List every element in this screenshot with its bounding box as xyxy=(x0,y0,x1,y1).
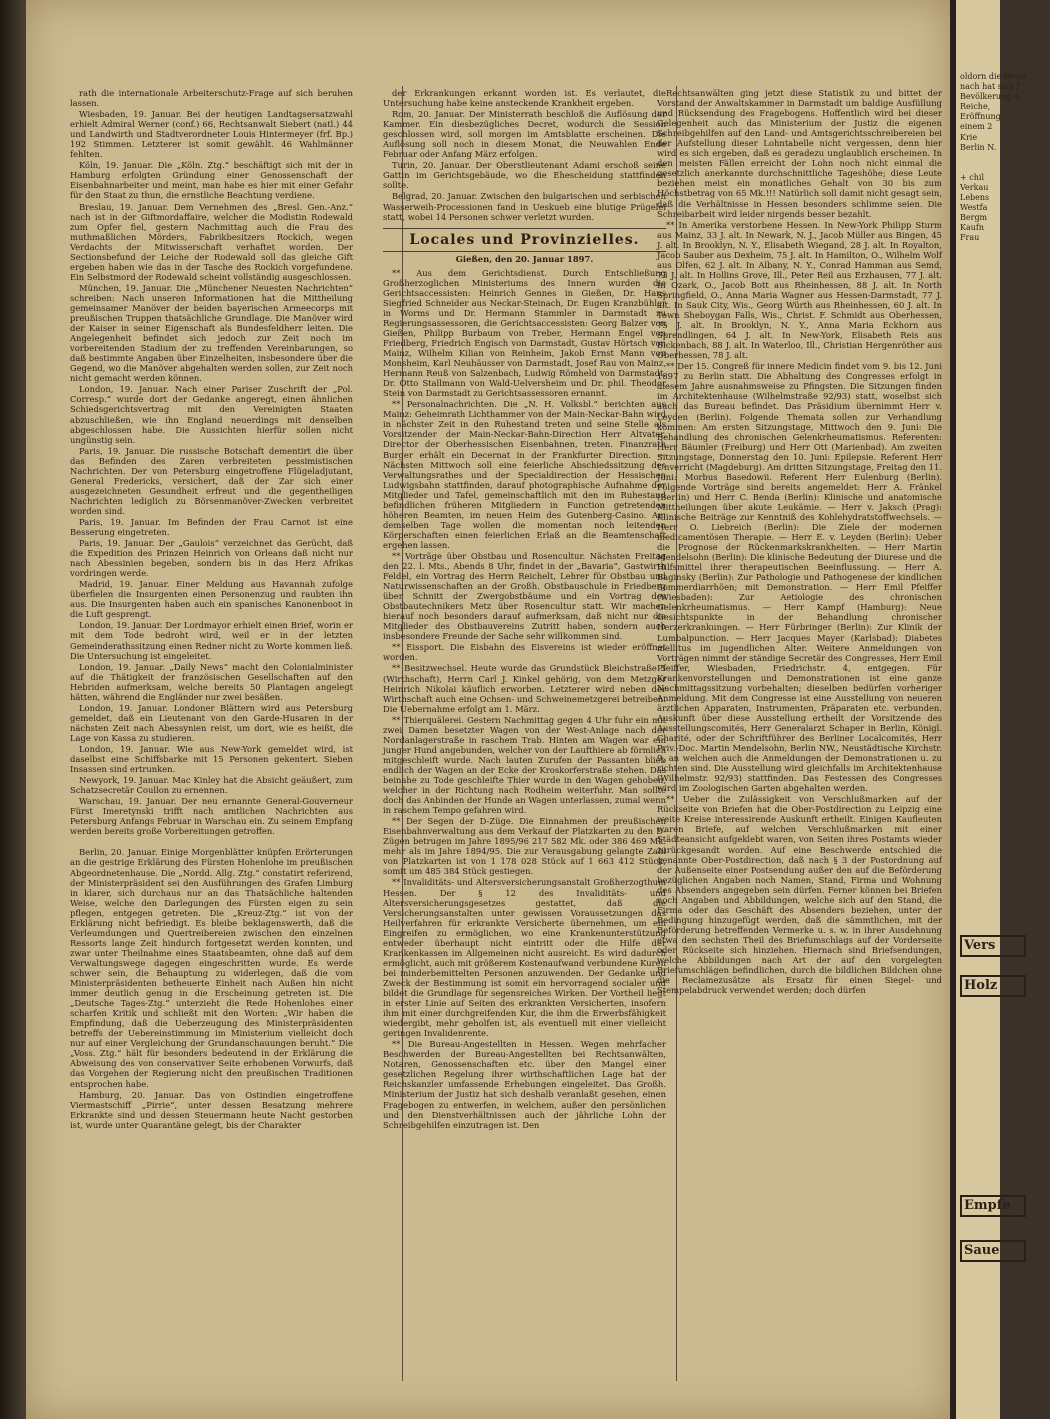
article-paragraph: London, 19. Januar. Der Lordmayor erhielt einen Brief, worin er mit dem Tode bedroht wird, weil er in der letzten Gemeinderathssitzung einen Redner nicht zu Worte kommen ließ. Die Untersuchung ist eingeleitet. xyxy=(70,620,353,661)
adjacent-line: Verkau xyxy=(960,182,989,192)
adjacent-line: Berlin N. xyxy=(960,142,997,152)
article-paragraph: ** Aus dem Gerichtsdienst. Durch Entschließung Großherzoglichen Ministeriums des Innern wurden die Gerichtsaccessisten: Heinrich Gennes in Gießen, Dr. Hans Siegfried Schneider aus Neckar-Steinach, Dr. Eugen Kranzbühler in Worms und Dr. Hermann Stammler in Darmstadt zu Regierungsassessoren, die Gerichtsaccessisten: Georg Balzer von Gießen, Philipp Burbaum von Treber, Hermann Engel von Friedberg, Friedrich Engisch von Darmstadt, Gustav Hörtsch von Mainz, Wilhelm Kilian von Reinheim, Jakob Ernst Mann von Monsheim, Karl Neuhäusser von Darmstadt, Josef Rau von Mainz, Hermann Reuß von Salzenbach, Ludwig Römheld von Darmstadt, Dr. Otto Stallmann von Wald-Uelversheim und Dr. phil. Theodor Stein von Darmstadt zu Gerichtsassessoren ernannt. xyxy=(383,267,666,399)
article-paragraph: Rechtsanwälten ging jetzt diese Statistik zu und bittet der Vorstand der Anwaltskammer in Darmstadt um baldige Ausfüllung und Rücksendung des Fragebogens. Hoffentlich wird bei dieser Gelegenheit auch das Ministerium der Justiz die eigenen Schreibgehilfen auf den Land- und Amtsgerichtsschreibereien bei der Aufstellung dieser Lohntabelle nicht vergessen, denn hier wird es sich ergeben, daß es geradezu unglaublich erscheinen. In den meisten Fällen erreicht der Lohn noch nicht einmal die gesetzlich anerkannte durchschnittliche Tageshöhe; diese Leute beziehen meist ein monatliches Gehalt von 30 bis zum Höchstbetrag von 65 Mk.!!! Natürlich soll damit nicht gesagt sein, daß die Verhältnisse in Hessen besonders schlimme seien. Die Schreibarbeit wird leider nirgends besser bezahlt. xyxy=(657,88,942,219)
column-1 xyxy=(70,88,353,1378)
adjacent-line: Reiche, xyxy=(960,102,991,112)
article-paragraph: ** Thierquälerei. Gestern Nachmittag gegen 4 Uhr fuhr ein mit zwei Damen besetzter Wagen von der West-Anlage nach der Nordanlagerstraße in raschem Trab. Hinten am Wagen war ein junger Hund angebunden, welcher von der Laufthiere ab förmlich mitgeschleift wurde. Nach lauten Zurufen der Passanten blieb endlich der Wagen an der Ecke der Kroskorferstraße stehen. Das beinahe zu Tode geschleifte Thier wurde in den Wagen gehoben, welcher in der Richtung nach Rodheim weiterfuhr. Man sollte doch das Anbinden der Hunde an Wagen unterlassen, zumal wenn in raschem Tempo gefahren wird. xyxy=(383,714,666,816)
article-paragraph: Turin, 20. Januar. Der Oberstlieutenant Adami erschoß seine Gattin im Gerichtsgebäude, wo die Ehescheidung stattfinden sollte. xyxy=(383,160,666,191)
advert-box: Empfe xyxy=(960,1195,1026,1217)
article-paragraph: Rom, 20. Januar. Der Ministerrath beschloß die Auflösung der Kammer. Ein diesbezügliches Decret, wodurch die Session geschlossen wird, soll morgen im Amtsblatte erscheinen. Die Auflösung soll noch in diesem Monat, die Neuwahlen Ende Februar oder Anfang März erfolgen. xyxy=(383,109,666,160)
article-paragraph: Hamburg, 20. Januar. Das von Ostindien eingetroffene Viermastschiff „Pirrie“, unter dessen Besatzung mehrere Erkrankte sind und dessen Steuermann heute Nacht gestorben ist, wurde unter Quarantäne gelegt, bis der Charakter xyxy=(70,1089,353,1130)
article-paragraph: ** In Amerika verstorbene Hessen. In New-York Philipp Sturm aus Mainz, 33 J. alt. In Newark, N. J., Jacob Müller aus Bingen, 45 J. alt. In Brooklyn, N. Y., Elisabeth Wiegand, 28 J. alt. In Royalton, Jacob Sauber aus Dexheim, 75 J. alt. In Hamilton, O., Wilhelm Wolf aus Olfen, 62 J. alt. In Albany, N. Y., Conrad Hamman aus Semd, 73 J. alt. In Hollins Grove, Ill., Peter Reil aus Erzhausen, 77 J. alt. In Ozark, O., Jacob Bott aus Rheinhessen, 88 J. alt. In North Springfield, O., Anna Maria Wagner aus Hessen-Darmstadt, 77 J. alt. In Sauk City, Wis., Georg Würth aus Rheinhessen, 60 J. alt. In Town Sheboygan Falls, Wis., Christ. F. Schmidt aus Oberhessen, 75 J. alt. In Brooklyn, N. Y., Anna Maria Eckhorn aus Sprendlingen, 64 J. alt. In New-York, Elisabeth Reis aus Bickenbach, 88 J. alt. In Waterloo, Ill., Christian Hergenröther aus Oberhessen, 78 J. alt. xyxy=(657,219,942,361)
article-paragraph: Breslau, 19. Januar. Dem Vernehmen des „Bresl. Gen.-Anz.“ nach ist in der Giftmordaffaire, welcher die Modistin Rodewald zum Opfer fiel, gestern Nachmittag auch die Frau des muthmaßlichen Mörders, Fabrikbesitzers Rockich, wegen Verdachts der Mitwisserschaft verhaftet worden. Der Sectionsbefund der Leiche der Rodewald soll das gleiche Gift ergeben haben wie das in der Tasche des Rockich vorgefundene. Ein Selbstmord der Rodewald scheint vollständig ausgeschlossen. xyxy=(70,201,353,282)
article-paragraph: Köln, 19. Januar. Die „Köln. Ztg.“ beschäftigt sich mit der in Hamburg erfolgten Gründung einer Genossenschaft der Eisenbahnarbeiter und meint, man habe es hier mit einer Gefahr für den Staat zu thun, die ernstliche Beachtung verdiene. xyxy=(70,160,353,201)
article-paragraph: Paris, 19. Januar. Die russische Botschaft dementirt die über das Befinden des Zaren verbreiteten pessimistischen Nachrichten. Der von Petersburg eingetroffene Flügeladjutant, General Fredericks, versichert, daß der Zar sich einer ausgezeichneten Gesundheit erfreut und die gegentheiligen Nachrichten lediglich zu Börsenmanöver-Zwecken verbreitet worden sind. xyxy=(70,445,353,516)
article-paragraph: der Erkrankungen erkannt worden ist. Es verlautet, die Untersuchung habe keine ansteckende Krankheit ergeben. xyxy=(383,88,666,109)
article-paragraph: ** Vorträge über Obstbau und Rosencultur. Nächsten Freitag den 22. l. Mts., Abends 8 Uhr, findet in der „Bavaria“, Gastwirth Feldel, ein Vortrag des Herrn Reichelt, Lehrer für Obstbau und Naturwissenschaften an der Großh. Obstbauschule in Friedberg über Schnitt der Zwergobstbäume und ein Vortrag des Obstbautechnikers Metz über Rosencultur statt. Wir machen hierauf noch besonders darauf aufmerksam, daß nicht nur die Mitglieder des Obstbauvereins Zutritt haben, sondern auch insbesondere Freunde der Sache sehr willkommen sind. xyxy=(383,550,666,642)
article-paragraph: ** Die Bureau-Angestellten in Hessen. Wegen mehrfacher Beschwerden der Bureau-Angestellten bei Rechtsanwälten, Notaren, Genossenschaften etc. über den Mangel einer gesetzlichen Regelung ihrer wirthschaftlichen Lage hat der Reichskanzler umfassende Erhebungen eingeleitet. Das Großh. Ministerium der Justiz hat sich deshalb veranlaßt gesehen, einen Fragebogen zu entwerfen, in welchem, außer den persönlichen und den Dienstverhältnissen auch der jährliche Lohn der Schreibgehilfen einzutragen ist. Den xyxy=(383,1039,666,1130)
advert-box: Saue xyxy=(960,1240,1026,1262)
article-paragraph: ** Ueber die Zulässigkeit von Verschlußmarken auf der Rückseite von Briefen hat die Ober-Postdirection zu Leipzig eine weite Kreise interessirende Auskunft ertheilt. Einigen Kaufleuten waren Briefe, auf welchen Verschlußmarken mit einer Städteansicht aufgeklebt waren, von Seiten ihres Postamts wieder zurückgesandt worden. Auf eine Beschwerde entschied die genannte Ober-Postdirection, daß nach § 3 der Postordnung auf der Außenseite einer Postsendung außer den auf die Beförderung bezüglichen Angaben noch Namen, Stand, Firma und Wohnung des Absenders angegeben sein dürfen. Ferner können bei Briefen noch Angaben und Abbildungen, welche sich auf den Stand, die Firma oder das Geschäft des Absenders beziehen, unter der Bedingung hinzugefügt werden, daß die sämmtlichen, mit der Beförderung betreffenden Vermerke u. s. w. in ihrer Ausdehnung etwa den sechsten Theil des Briefumschlags auf der Vorderseite oder Rückseite sich hinziehen. Hiernach sind Briefsendungen, welche Abbildungen nach Art der auf den vorgelegten Briefumschlägen befindlichen, durch die bildlichen Bildchen ohne die Reclamezusätze als Ersatz für einen Siegel- und Stempelabdruck verwendet werden; doch dürfen xyxy=(657,794,942,996)
article-paragraph: Wiesbaden, 19. Januar. Bei der heutigen Landtagsersatzwahl erhielt Admiral Werner (conf.) 66, Rechtsanwalt Siebert (natl.) 44 und Landwirth und Stadtverordneter Louis Hintermeyer (frf. Bp.) 192 Stimmen. Letzterer ist somit gewählt. 46 Wahlmänner fehlten. xyxy=(70,109,353,160)
article-paragraph: ** Eissport. Die Eisbahn des Eisvereins ist wieder eröffnet worden. xyxy=(383,642,666,663)
book-binding xyxy=(0,0,26,1419)
adjacent-line: Bevölkerung A xyxy=(960,92,1020,102)
article-paragraph: Berlin, 20. Januar. Einige Morgenblätter knüpfen Erörterungen an die gestrige Erklärung des Fürsten Hohenlohe im preußischen Abgeordnetenhause. Die „Nordd. Allg. Ztg.“ constatirt referirend, der Ministerpräsident sei den Ausführungen des Grafen Limburg in klarer, sich durchaus nur an das Thatsächliche haltenden Weise, welche den Darlegungen des Fürsten eigen zu sein pflegen, entgegen getreten. Die „Kreuz-Ztg.“ ist von der Erklärung nicht befriedigt. Es bleibe beklagenswerth, daß die Verleumdungen und Quertreibereien zwischen den einzelnen Ressorts lange Zeit hindurch fortgesetzt werden konnten, und zwar unter Theilnahme eines Staatsbeamten, ohne daß auf dem Verwaltungswege dagegen eingeschritten wurde. Es werde schwer sein, die Behauptung zu widerlegen, daß die vom Ministerpräsidenten betheuerte Einheit nach Außen hin nicht immer deutlich genug in die Erscheinung getreten ist. Die „Deutsche Tages-Ztg.“ unterzieht die Rede Hohenlohes einer scharfen Kritik und schließt mit den Worten: „Wir haben die Empfindung, daß die Ueberzeugung des Ministerpräsidenten betreffs der Uebereinstimmung im Ministerium vielleicht doch nur auf einer Vergleichung der Grundanschauungen beruht.“ Die „Voss. Ztg.“ hält für besonders bedeutend in der Erklärung die Abweisung des von conservativer Seite erhobenen Vorwurfs, daß das Vorgehen der Regierung nicht den preußischen Traditionen entsprochen habe. xyxy=(70,847,353,1089)
column-3 xyxy=(657,88,942,1378)
article-paragraph: Newyork, 19. Januar. Mac Kinley hat die Absicht geäußert, zum Schatzsecretär Coullon zu ernennen. xyxy=(70,775,353,796)
article-paragraph: Paris, 19. Januar. Der „Gaulois“ verzeichnet das Gerücht, daß die Expedition des Prinzen Heinrich von Orleans daß nicht nur nach Abessinien begeben, sondern bis in das Herz Afrikas vordringen werde. xyxy=(70,538,353,579)
article-paragraph: ** Besitzwechsel. Heute wurde das Grundstück Bleichstraße 5 (Wirthschaft), Herrn Carl J. Kinkel gehörig, von dem Metzger Heinrich Nikolai käuflich erworben. Letzterer wird neben der Wirthschaft auch eine Ochsen- und Schweinemetzgerei betreiben. Die Uebernahme erfolgt am 1. März. xyxy=(383,663,666,714)
adjacent-page-text xyxy=(960,72,1050,243)
article-paragraph: München, 19. Januar. Die „Münchener Neuesten Nachrichten“ schreiben: Nach unseren Informationen hat die Mittheilung gemeinsamer Manöver der beiden bayerischen Armeecorps mit preußischen Truppen thatsächliche Grundlage. Die Manöver wird der Kaiser in seiner Eigenschaft als Bundesfeldherr leiten. Die Angelegenheit befindet sich jedoch zur Zeit noch im vorbereitenden Stadium der zu treffenden Vereinbarungen, so daß bestimmte Angaben über Einzelheiten, insbesondere über die Gegend, wo die Manöver abgehalten werden sollen, zur Zeit noch nicht gemacht werden können. xyxy=(70,282,353,384)
newspaper-page xyxy=(26,0,950,1419)
column-2 xyxy=(383,88,666,1378)
article-paragraph: London, 19. Januar. „Daily News“ macht den Colonialminister auf die Thätigkeit der französischen Gesellschaften auf den Hebriden aufmerksam, welche bereits 50 Plantagen angelegt hätten, während die Engländer nur zwei besäßen. xyxy=(70,661,353,702)
section-heading: Locales und Provinzielles. xyxy=(383,228,666,252)
article-paragraph: Paris, 19. Januar. Im Befinden der Frau Carnot ist eine Besserung eingetreten. xyxy=(70,516,353,538)
adjacent-line: Bergm xyxy=(960,213,988,223)
article-paragraph: ** Der 15. Congreß für innere Medicin findet vom 9. bis 12. Juni 1897 zu Berlin statt. Die Abhaltung des Congresses erfolgt in diesem Jahre ausnahmsweise zu Pfingsten. Die Sitzungen finden im Architektenhause (Wilhelmstraße 92/93) statt, woselbst sich auch das Bureau befindet. Das Präsidium übernimmt Herr v. Leyden (Berlin). Folgende Themata sollen zur Verhandlung kommen: Am ersten Sitzungstage, Mittwoch den 9. Juni: Die Behandlung des chronischen Gelenkrheumatismus. Referenten: Herr Bäumler (Freiburg) und Herr Ott (Marienbad). Am zweiten Sitzungstage, Donnerstag den 10. Juni: Epilepsie. Referent Herr Unverricht (Magdeburg). Am dritten Sitzungstage, Freitag den 11. Juni: Morbus Basedowii. Referent Herr Eulenburg (Berlin). Folgende Vorträge sind bereits angemeldet: Herr A. Fränkel (Berlin) und Herr C. Benda (Berlin): Klinische und anatomische Mittheilungen über akute Leukämie. — Herr v. Jaksch (Prag): Klinische Beiträge zur Kenntniß des Kohlehydratstoffwechsels. — Herr O. Liebreich (Berlin): Die Ziele der modernen medicamentösen Therapie. — Herr E. v. Leyden (Berlin): Ueber die Prognose der Rückenmarkskrankheiten. — Herr Martin Mendelsohn (Berlin): Die klinische Bedeutung der Diurese und die Hilfsmittel ihrer therapeutischen Beeinflussung. — Herr A. Baginsky (Berlin): Zur Pathologie und Pathogenese der kindlichen Sommerdiarrhöen; mit Demonstration. — Herr Emil Pfeiffer (Wiesbaden): Zur Aetiologie des chronischen Gelenkrheumatismus. — Herr Kampf (Hamburg): Neue Gesichtspunkte in der Behandlung chronischer Herzerkrankungen. — Herr Fürbringer (Berlin): Zur Klinik der Lumbalpunction. — Herr Jacques Mayer (Karlsbad): Diabetes mellitus im jugendlichen Alter. Weitere Anmeldungen von Vorträgen nimmt der ständige Secretär des Congresses, Herr Emil Pfeiffer, Wiesbaden, Friedrichstr. 4, entgegen. Für Krankenvorstellungen und Demonstrationen ist eine ganze Nachmittagssitzung vorbehalten; dieselben bedürfen vorheriger Anmeldung. Mit dem Congresse ist eine Ausstellung von neueren ärztlichen Apparaten, Instrumenten, Präparaten etc. verbunden. Auskunft über diese Ausstellung ertheilt der Vorsitzende des Ausstellungscomités, Herr Generalarzt Schaper in Berlin, Königl. Charité, oder der Schriftführer des Berliner Localcomités, Herr Priv.-Doc. Martin Mendelsohn, Berlin NW., Neustädtische Kirchstr. 9, an welchen auch die Anmeldungen der Demonstrationen u. zu richten sind. Die Ausstellung wird gleichfalls im Architektenhause (Wilhelmstr. 92/93) stattfinden. Das Festessen des Congresses wird im Zoologischen Garten abgehalten werden. xyxy=(657,361,942,794)
page-edge xyxy=(950,0,956,1419)
adjacent-line: Krie xyxy=(960,132,978,142)
adjacent-line: Lebens xyxy=(960,192,990,202)
article-paragraph: London, 19. Januar. Nach einer Pariser Zuschrift der „Pol. Corresp.“ wurde dort der Gedanke angeregt, einen ähnlichen Schiedsgerichtsvertrag mit den Vereinigten Staaten abzuschließen, wie ihn England neuerdings mit denselben abgeschlossen habe. Die Aussichten hierfür sollen nicht ungünstig sein. xyxy=(70,384,353,445)
adjacent-line: Westfa xyxy=(960,203,988,213)
dateline: Gießen, den 20. Januar 1897. xyxy=(455,253,594,264)
article-paragraph: ** Der Segen der D-Züge. Die Einnahmen der preußischen Eisenbahnverwaltung aus dem Verkauf der Platzkarten zu den D-Zügen betrugen im Jahre 1895/96 217 582 Mk. oder 386 469 Mk. mehr als im Jahre 1894/95. Die zur Verausgabung gelangte Zahl von Platzkarten ist von 1 178 028 Stück auf 1 663 412 Stück, somit um 485 384 Stück gestiegen. xyxy=(383,816,666,877)
section-gap xyxy=(70,837,353,847)
advert-box: Vers xyxy=(960,935,1026,957)
article-paragraph: ** Personalnachrichten. Die „N. H. Volksbl.“ berichten aus Mainz: Geheimrath Lichthammer von der Main-Neckar-Bahn wird in nächster Zeit in den Ruhestand treten und seine Stelle als Vorsitzender der Main-Neckar-Bahn-Direction Herr Altvater, Director der Oberhessischen Eisenbahnen, treten. Finanzrath Burger erhält ein Decernat in der Frankfurter Direction. — Nächsten Mittwoch soll eine feierliche Abschiedssitzung des Verwaltungsrathes und der Specialdirection der Hessischen Ludwigsbahn stattfinden, darauf photographische Aufnahme der Mitglieder und Tafel, gemeinschaftlich mit den im Ruhestand befindlichen früheren Mitgliedern in Function getretenden höheren Beamten, im neuen Heim des Gutenberg-Casino. Am demselben Tage wollen die momentan noch leitenden Körperschaften einen feierlichen Erlaß an die Beamtenschaft ergehen lassen. xyxy=(383,399,666,550)
adjacent-line: oldorn die Bewo xyxy=(960,72,1027,81)
adjacent-line: nach hat sich f xyxy=(960,82,1020,92)
article-paragraph: Warschau, 19. Januar. Der neu ernannte General-Gouverneur Fürst Imeretynski trifft nach amtlichen Nachrichten aus Petersburg Anfangs Februar in Warschau ein. Zu seinem Empfang werden bereits große Vorbereitungen getroffen. xyxy=(70,796,353,837)
article-paragraph: Belgrad, 20. Januar. Zwischen den bulgarischen und serbischen Wasserweih-Processionen fand in Ueskueb eine blutige Prügelei statt, wobei 14 Personen schwer verletzt wurden. xyxy=(383,191,666,222)
article-paragraph: London, 19. Januar. Wie aus New-York gemeldet wird, ist daselbst eine Schiffsbarke mit 15 Personen gekentert. Sieben Insassen sind ertrunken. xyxy=(70,744,353,775)
adjacent-line: Frau xyxy=(960,233,980,243)
adjacent-line: Eröffnung xyxy=(960,112,1001,122)
article-paragraph: Madrid, 19. Januar. Einer Meldung aus Havannah zufolge überfielen die Insurgenten einen Personenzug und raubten ihn aus. Die Insurgenten haben auch ein spanisches Kanonenboot in die Luft gesprengt. xyxy=(70,579,353,620)
article-paragraph: rath die internationale Arbeiterschutz-Frage auf sich beruhen lassen. xyxy=(70,88,353,109)
article-paragraph: London, 19. Januar. Londoner Blättern wird aus Petersburg gemeldet, daß ein Lieutenant von den Garde-Husaren in der nächsten Zeit nach Abessynien reist, um dort, wie es heißt, die Lage von Kassa zu studieren. xyxy=(70,702,353,743)
article-paragraph: ** Invaliditäts- und Altersversicherungsanstalt Großherzogthum Hessen. Der § 12 des Invaliditäts- und Altersversicherungsgesetzes gestattet, daß die Versicherungsanstalten unter gewissen Voraussetzungen das Heilverfahren für erkrankte Versicherte übernehmen, um ein Eingreifen zu ermöglichen, wo eine Krankenunterstützung entweder überhaupt nicht eintritt oder die Hilfe der Krankenkassen im Allgemeinen nicht ausreicht. Es wird dadurch ermöglicht, auch mit größerem Kostenaufwand verbundene Kuren bei minderbemittelten Personen anzuwenden. Der Gedanke und Zweck der Bestimmung ist somit ein hervorragend socialer und bildet die Grundlage für segensreiches Wirken. Der Vortheil liegt in erster Linie auf Seiten des erkrankten Versicherten, insofern ihm mit einer durchgreifenden Kur, die ihm die Erwerbsfähigkeit wiedergibt, mehr geholfen ist, als eventuell mit einer vielleicht geringen Invalidenrente. xyxy=(383,877,666,1039)
adjacent-line: + chil xyxy=(960,172,984,182)
adjacent-page-strip xyxy=(950,0,1027,1419)
adjacent-line: Kaufn xyxy=(960,223,985,233)
advert-box: Holz xyxy=(960,975,1026,997)
adjacent-line: einem 2 xyxy=(960,122,993,132)
